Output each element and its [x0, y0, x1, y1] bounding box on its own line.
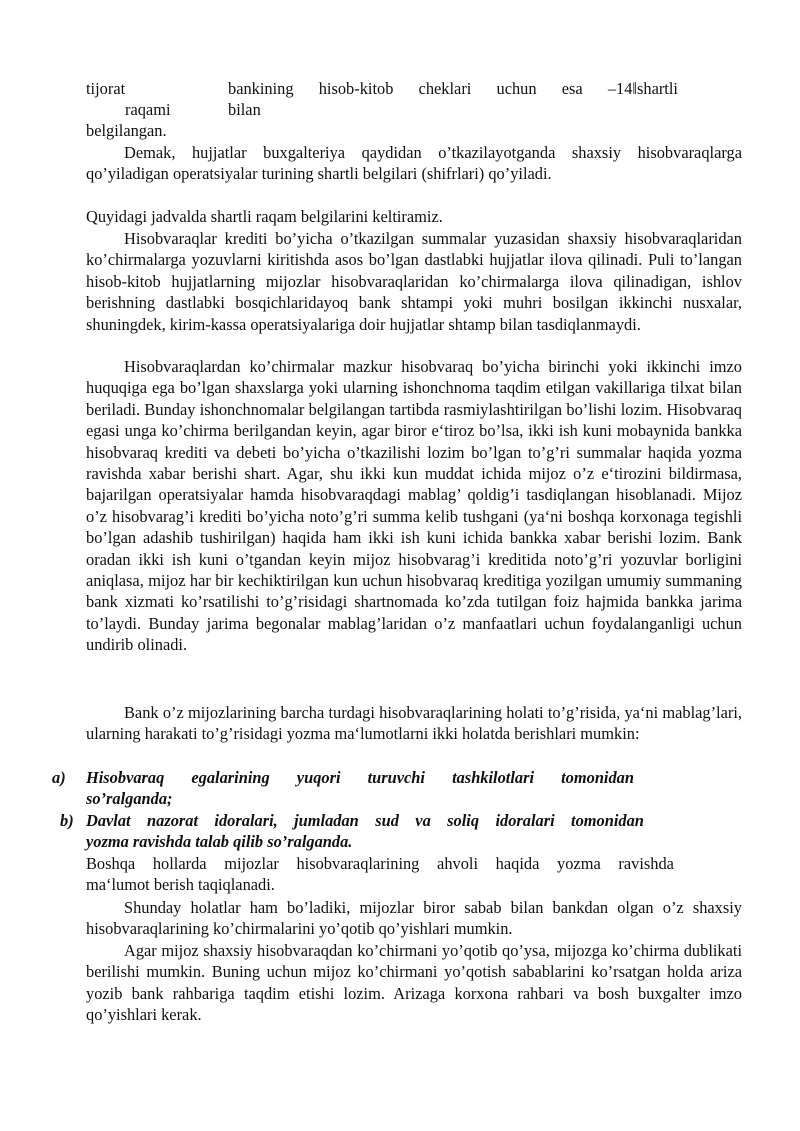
word: idoralari: [495, 811, 555, 830]
word: turuvchi: [367, 768, 425, 787]
paragraph-shunday-holatlar: Shunday holatlar ham bo’ladiki, mijozlar biror sabab bilan bankdan olgan o’z shaxsiy hisobvaraqlarining ko’chirmalarini yo’qotib qo’yishlari mumkin.: [86, 898, 742, 939]
word: haqida: [495, 854, 540, 873]
word: tomonidan: [571, 811, 644, 830]
word: hisobvaraqlarining: [296, 854, 420, 873]
word: va: [415, 811, 431, 830]
list-item-b-line-1: [86, 810, 644, 831]
word: –14‖shartli: [607, 79, 678, 98]
word: yozma: [557, 854, 601, 873]
paragraph-table-intro: Quyidagi jadvalda shartli raqam belgilarini keltiramiz.: [86, 207, 443, 226]
paragraph-hisobvaraqlar-krediti: Hisobvaraqlar krediti bo’yicha o’tkazilgan summalar yuzasidan shaxsiy hisobvaraqlaridan ko’chirmalarga yozuvlarni kiritishda asos bo’lgan dastlabki hujjatlar ilova qilinadi. Puli to’langan hisob-kitob hujjatlarning mijozlar hisobvaraqlaridan ko’chirmalarga ilova qilinadigan, ishlov berishning dastlabki bosqichlaridayoq bank shtampi yoki muhri bosilgan ikkinchi nusxalar, shuningdek, kirim-kassa operatsiyalariga doir hujjatlar shtamp bilan tasdiqlanmaydi.: [86, 229, 742, 334]
fragment-cell-1b: raqami: [125, 100, 171, 119]
word: ravishda: [618, 854, 674, 873]
word: tashkilotlari: [452, 768, 535, 787]
word: sud: [375, 811, 399, 830]
word: mijozlar: [224, 854, 279, 873]
word: hollarda: [152, 854, 207, 873]
word: uchun: [496, 79, 537, 98]
list-item-a-line-2: so’ralganda;: [86, 789, 173, 808]
word: jumladan: [294, 811, 359, 830]
paragraph-kochirmalar: Hisobvaraqlardan ko’chirmalar mazkur hisobvaraq bo’yicha birinchi yoki ikkinchi imzo huquqiga ega bo’lgan shaxslarga yoki ularning ishonchnoma taqdim etilgan vakillariga tilxat bilan beriladi. Bunday ishonchnomalar belgilangan tartibda rasmiylashtirilgan bo’lishi lozim. Hisobvaraq egasi unga ko’chirma berilgandan keyin, agar biror e‘tiroz bo’lsa, ikki ish kuni mobaynida bankka hisobvaraq krediti va debeti bo’yicha o’tkazilishi lozim bo’lgan to’g’ri summalar haqida yozma ravishda xabar berishi shart. Agar, shu ikki kun muddat ichida mijoz o’z e‘tirozini bildirmasa, bajarilgan operatsiyalar hamda hisobvaraqdagi mablag’ qoldig’i tasdiqlangan hisoblanadi. Mijoz o’z hisobvarag’i krediti bo’yicha noto’g’ri summa kelib tushgani (ya‘ni boshqa korxonaga tegishli bo’lgan adashib tushirilgan) haqida ham ikki ish kuni ichida bankka xabar berishi lozim. Bank oradan ikki ish kuni o’tgandan keyin mijoz hisobvarag’i kreditida noto’g’ri yozuvlar borligini aniqlasa, mijoz har bir kechiktirilgan kun uchun hisobvaraq kreditiga yozilgan umumiy summaning bank xizmati ko’rsatilishi to’g’risidagi shartnomada ko’zda tutilgan foiz hajmida bankka jarima to’laydi. Bunday jarima begonalar mablag’laridan o’z manfaatlari uchun foydalanganligi uchun undirib olinadi.: [86, 357, 742, 655]
word: yuqori: [296, 768, 341, 787]
paragraph-agar-mijoz: Agar mijoz shaxsiy hisobvaraqdan ko’chirmani yo’qotib qo’ysa, mijozga ko’chirma dublikati berilishi mumkin. Buning uchun mijoz ko’chirmani yo’qotish sabablarini ko’rsatgan holda ariza yozib bank rahbariga taqdim etishi lozim. Arizaga korxona rahbari va bosh buxgalter imzo qo’yishlari kerak.: [86, 941, 742, 1025]
list-item-b-line-2: yozma ravishda talab qilib so’ralganda.: [86, 832, 353, 851]
word: egalarining: [191, 768, 270, 787]
fragment-cell-1a: tijorat: [86, 79, 126, 98]
word: soliq: [447, 811, 480, 830]
word: hisob-kitob: [318, 79, 394, 98]
word: Hisobvaraq: [86, 768, 165, 787]
word: nazorat: [147, 811, 199, 830]
fragment-line-3: belgilangan.: [86, 121, 167, 140]
after-list-line-1: [86, 853, 674, 874]
paragraph-bank-mijozlar: Bank o’z mijozlarining barcha turdagi hisobvaraqlarining holati to’g’risida, ya‘ni mablag’lari, ularning harakati to’g’risidagi yozma ma‘lumotlarni ikki holatda berishlari mumkin:: [86, 703, 742, 744]
after-list-line-2: ma‘lumot berish taqiqlanadi.: [86, 875, 275, 894]
fragment-cell-2b: bilan: [228, 100, 261, 119]
list-marker-a: a): [52, 768, 66, 787]
paragraph-demak: Demak, hujjatlar buxgalteriya qaydidan o’tkazilayotganda shaxsiy hisobvaraqlarga qo’yiladigan operatsiyalar turining shartli belgilari (shifrlari) qo’yiladi.: [86, 143, 742, 184]
word: ahvoli: [437, 854, 479, 873]
word: tomonidan: [561, 768, 634, 787]
fragment-cell-2a: [228, 78, 678, 99]
list-item-a-line-1: [86, 767, 634, 788]
word: Boshqa: [86, 854, 136, 873]
word: cheklari: [418, 79, 472, 98]
list-marker-b: b): [60, 811, 74, 830]
word: esa: [561, 79, 583, 98]
word: bankining: [228, 79, 294, 98]
word: Davlat: [86, 811, 131, 830]
word: idoralari,: [214, 811, 278, 830]
